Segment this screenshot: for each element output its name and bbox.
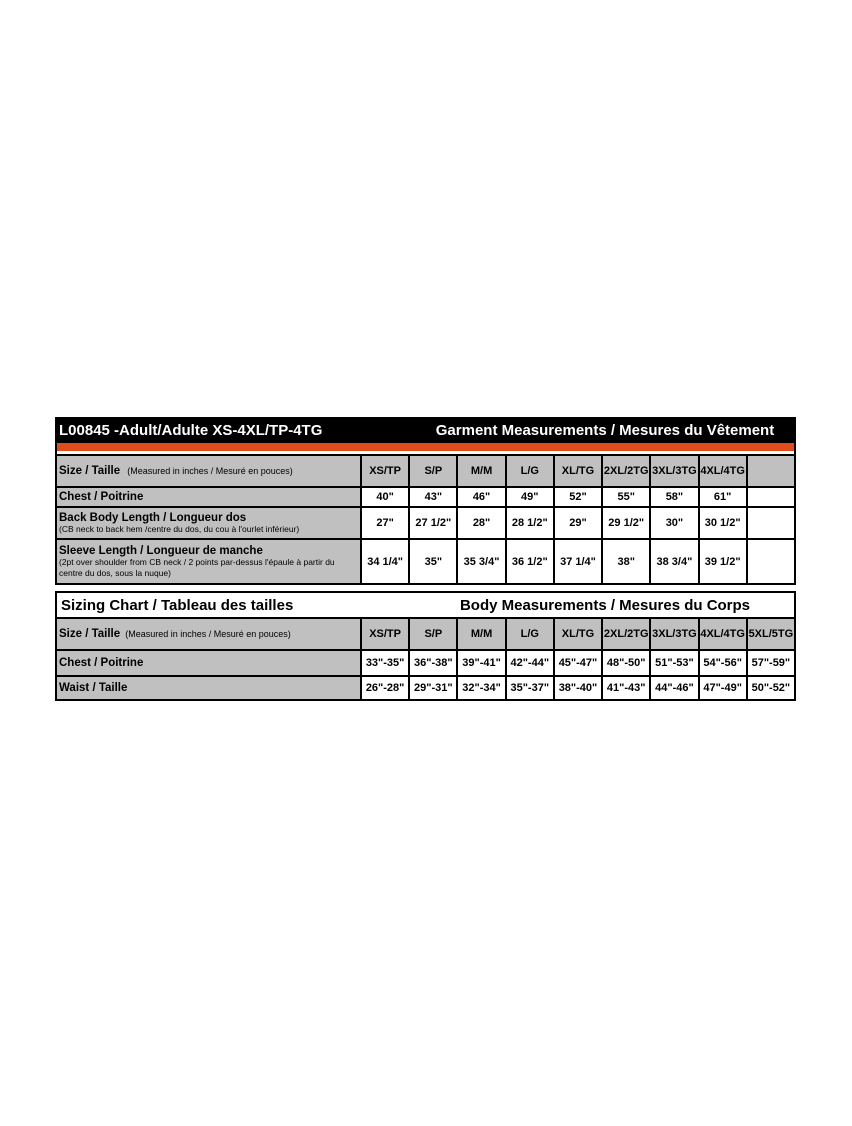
- value-cell: 26"-28": [361, 676, 409, 700]
- size-header: S/P: [409, 618, 457, 650]
- table-row: [56, 507, 795, 539]
- size-header: L/G: [506, 455, 554, 487]
- size-header: XS/TP: [361, 618, 409, 650]
- size-header: M/M: [457, 455, 505, 487]
- size-label: Size / Taille: [59, 465, 121, 477]
- value-cell: 29 1/2": [602, 507, 650, 539]
- table-row: [56, 650, 795, 676]
- body-measurements-section: [55, 591, 796, 701]
- value-cell: 48"-50": [602, 650, 650, 676]
- row-label-cell: [56, 507, 361, 539]
- value-cell: 29"-31": [409, 676, 457, 700]
- size-header: S/P: [409, 455, 457, 487]
- value-cell: 47"-49": [699, 676, 747, 700]
- row-note: (2pt over shoulder from CB neck / 2 points par-dessus l'épaule à partir du: [59, 556, 335, 567]
- garment-title-bar: [55, 417, 796, 443]
- size-header: XS/TP: [361, 455, 409, 487]
- garment-measurements-title: Garment Measurements / Mesures du Vêtement: [435, 421, 775, 439]
- value-cell: 61": [699, 487, 747, 507]
- row-label-cell: [56, 539, 361, 584]
- value-cell: 44"-46": [650, 676, 698, 700]
- size-sublabel: (Measured in inches / Mesuré en pouces): [127, 466, 293, 476]
- row-label: Chest / Poitrine: [59, 657, 144, 669]
- row-label: Sleeve Length / Longueur de manche: [59, 544, 263, 557]
- size-label: Size / Taille: [59, 628, 121, 640]
- product-title: L00845 -Adult/Adulte XS-4XL/TP-4TG: [59, 421, 323, 439]
- value-cell: [747, 487, 795, 507]
- row-note: centre du dos, sous la nuque): [59, 567, 171, 578]
- size-header: XL/TG: [554, 618, 602, 650]
- table-row: [56, 539, 795, 584]
- garment-measurements-section: [55, 417, 796, 585]
- value-cell: 49": [506, 487, 554, 507]
- row-label-cell: [56, 650, 361, 676]
- value-cell: 38 3/4": [650, 539, 698, 584]
- size-header: 3XL/3TG: [650, 618, 698, 650]
- size-header: 5XL/5TG: [747, 618, 795, 650]
- value-cell: 38": [602, 539, 650, 584]
- size-header: 4XL/4TG: [699, 618, 747, 650]
- size-header: XL/TG: [554, 455, 602, 487]
- value-cell: 57"-59": [747, 650, 795, 676]
- value-cell: 37 1/4": [554, 539, 602, 584]
- size-header: M/M: [457, 618, 505, 650]
- size-header: L/G: [506, 618, 554, 650]
- body-header-row: [56, 618, 795, 650]
- garment-table: [55, 454, 796, 585]
- value-cell: [747, 539, 795, 584]
- garment-header-row: [56, 455, 795, 487]
- body-measurements-title: Body Measurements / Mesures du Corps: [459, 596, 751, 614]
- row-label: Waist / Taille: [59, 682, 128, 694]
- size-header: 3XL/3TG: [650, 455, 698, 487]
- value-cell: 32"-34": [457, 676, 505, 700]
- value-cell: 55": [602, 487, 650, 507]
- value-cell: 35": [409, 539, 457, 584]
- value-cell: 43": [409, 487, 457, 507]
- table-row: [56, 487, 795, 507]
- value-cell: 54"-56": [699, 650, 747, 676]
- table-row: [56, 676, 795, 700]
- value-cell: 35 3/4": [457, 539, 505, 584]
- value-cell: 33"-35": [361, 650, 409, 676]
- row-label: Back Body Length / Longueur dos: [59, 511, 247, 524]
- row-label-cell: [56, 487, 361, 507]
- sizing-chart-title: Sizing Chart / Tableau des tailles: [61, 596, 294, 614]
- row-label-cell: [56, 676, 361, 700]
- value-cell: 30 1/2": [699, 507, 747, 539]
- value-cell: [747, 507, 795, 539]
- value-cell: 58": [650, 487, 698, 507]
- row-label: Chest / Poitrine: [59, 491, 144, 503]
- row-note: (CB neck to back hem /centre du dos, du cou à l'ourlet inférieur): [59, 523, 300, 534]
- size-label-cell: [56, 455, 361, 487]
- value-cell: 28 1/2": [506, 507, 554, 539]
- value-cell: 27": [361, 507, 409, 539]
- value-cell: 30": [650, 507, 698, 539]
- value-cell: 36"-38": [409, 650, 457, 676]
- value-cell: 36 1/2": [506, 539, 554, 584]
- value-cell: 39"-41": [457, 650, 505, 676]
- value-cell: 27 1/2": [409, 507, 457, 539]
- value-cell: 51"-53": [650, 650, 698, 676]
- value-cell: 46": [457, 487, 505, 507]
- value-cell: 40": [361, 487, 409, 507]
- body-title-bar: [55, 591, 796, 617]
- value-cell: 45"-47": [554, 650, 602, 676]
- value-cell: 52": [554, 487, 602, 507]
- value-cell: 42"-44": [506, 650, 554, 676]
- value-cell: 28": [457, 507, 505, 539]
- body-table: [55, 617, 796, 701]
- value-cell: 35"-37": [506, 676, 554, 700]
- size-sublabel: (Measured in inches / Mesuré en pouces): [125, 629, 291, 639]
- value-cell: 50"-52": [747, 676, 795, 700]
- size-header: 2XL/2TG: [602, 618, 650, 650]
- value-cell: 41"-43": [602, 676, 650, 700]
- size-label-cell: [56, 618, 361, 650]
- size-header: 2XL/2TG: [602, 455, 650, 487]
- value-cell: 34 1/4": [361, 539, 409, 584]
- size-header: 4XL/4TG: [699, 455, 747, 487]
- accent-bar: [55, 443, 796, 451]
- value-cell: 38"-40": [554, 676, 602, 700]
- size-header: [747, 455, 795, 487]
- value-cell: 29": [554, 507, 602, 539]
- value-cell: 39 1/2": [699, 539, 747, 584]
